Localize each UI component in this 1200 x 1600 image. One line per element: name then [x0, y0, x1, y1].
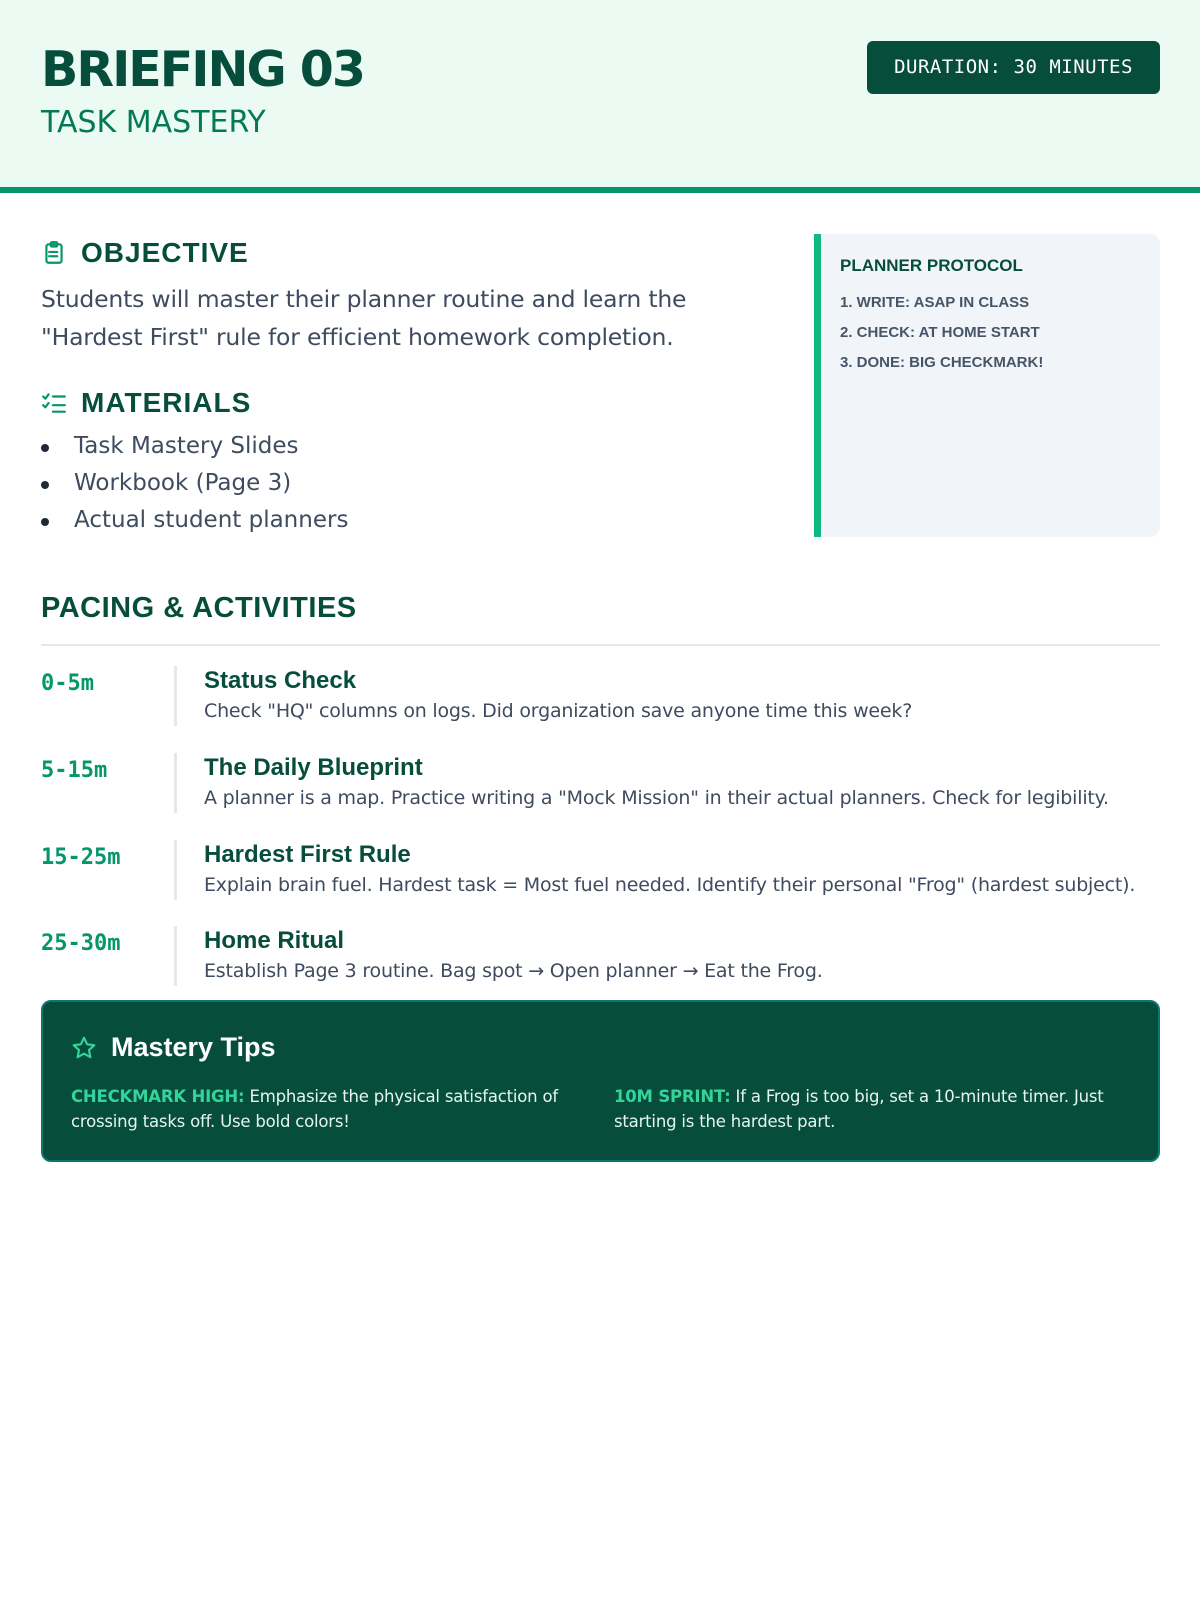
- activity-time: 0-5m: [41, 671, 94, 696]
- activity-time: 5-15m: [41, 758, 108, 783]
- protocol-item: 2. CHECK: AT HOME START: [840, 324, 1040, 341]
- activity-name: Home Ritual: [204, 927, 345, 954]
- divider: [174, 926, 177, 986]
- activity-row: [41, 666, 1171, 728]
- protocol-item: 1. WRITE: ASAP IN CLASS: [840, 294, 1030, 311]
- page-subtitle: TASK MASTERY: [41, 105, 266, 140]
- planner-protocol-panel: [814, 234, 1160, 537]
- activity-desc: Establish Page 3 routine. Bag spot → Open planner → Eat the Frog.: [204, 960, 823, 982]
- activity-desc: Explain brain fuel. Hardest task = Most fuel needed. Identify their personal "Frog" (hardest subject).: [204, 874, 1136, 896]
- star-icon: [71, 1035, 97, 1061]
- protocol-item: 3. DONE: BIG CHECKMARK!: [840, 354, 1044, 371]
- tips-label: Mastery Tips: [111, 1032, 276, 1062]
- duration-badge: DURATION: 30 MINUTES: [867, 41, 1160, 94]
- activity-name: Status Check: [204, 667, 357, 694]
- divider: [174, 666, 177, 726]
- list-item: Actual student planners: [41, 502, 348, 539]
- tip-key: CHECKMARK HIGH:: [71, 1087, 245, 1106]
- activity-time: 15-25m: [41, 845, 121, 870]
- checklist-icon: [41, 390, 67, 416]
- materials-heading: [41, 387, 251, 419]
- tip-key: 10M SPRINT:: [614, 1087, 731, 1106]
- tip-text: If a Frog is too big, set a 10-minute timer. Just starting is the hardest part.: [614, 1087, 1104, 1131]
- objective-label: OBJECTIVE: [81, 237, 249, 268]
- divider: [174, 840, 177, 900]
- list-item: Task Mastery Slides: [41, 428, 348, 465]
- divider: [174, 753, 177, 813]
- pacing-heading: PACING & ACTIVITIES: [41, 592, 357, 624]
- page-title: BRIEFING 03: [41, 41, 364, 98]
- divider: [41, 644, 1160, 646]
- activity-time: 25-30m: [41, 931, 121, 956]
- protocol-title: PLANNER PROTOCOL: [840, 256, 1023, 275]
- materials-list: [41, 428, 348, 539]
- activity-row: [41, 840, 1171, 902]
- activity-row: [41, 926, 1171, 988]
- mastery-tips-panel: [41, 1000, 1160, 1162]
- objective-heading: [41, 237, 249, 269]
- tip-item: [614, 1084, 1104, 1134]
- page-header: [0, 0, 1200, 193]
- list-item: Workbook (Page 3): [41, 465, 348, 502]
- tips-heading: [71, 1032, 276, 1063]
- activity-desc: Check "HQ" columns on logs. Did organization save anyone time this week?: [204, 700, 913, 722]
- tip-item: [71, 1084, 561, 1134]
- tip-text: Emphasize the physical satisfaction of crossing tasks off. Use bold colors!: [71, 1087, 558, 1131]
- activity-name: Hardest First Rule: [204, 841, 411, 868]
- materials-label: MATERIALS: [81, 387, 252, 418]
- clipboard-icon: [41, 240, 67, 266]
- activity-row: [41, 753, 1171, 815]
- objective-text: Students will master their planner routine and learn the "Hardest First" rule for efficient homework completion.: [41, 285, 687, 351]
- activity-name: The Daily Blueprint: [204, 754, 423, 781]
- activity-desc: A planner is a map. Practice writing a "Mock Mission" in their actual planners. Check for legibility.: [204, 787, 1109, 809]
